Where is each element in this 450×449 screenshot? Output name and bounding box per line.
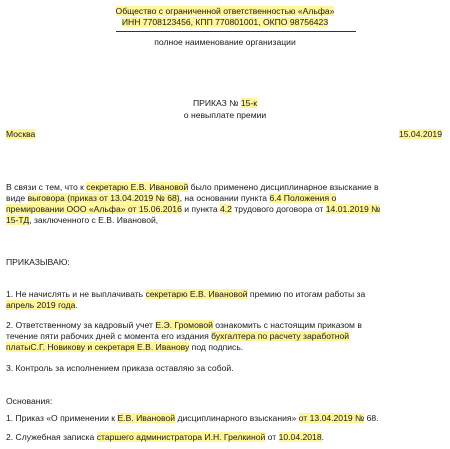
item-2: 2. Ответственному за кадровый учет Е.Э. Громовой ознакомить с настоящим приказом в течение пяти рабочих дней с момента его издания бухгалтера по расчету заработной платыС.Г. Новикову и секретаря Е.В. Иванову под подпись. xyxy=(6,320,362,352)
org-underline xyxy=(116,31,356,32)
org-requisites: ИНН 7708123456, КПП 770801001, ОКПО 98756423 xyxy=(121,17,329,27)
order-date: 15.04.2019 xyxy=(398,129,442,139)
order-city: Москва xyxy=(6,129,36,139)
item-1: 1. Не начислять и не выплачивать секретарю Е.В. Ивановой премию по итогам работы за апрель 2019 года. xyxy=(6,289,366,310)
intro-paragraph: В связи с тем, что к секретарю Е.В. Ивановой было применено дисциплинарное взыскание в виде выговора (приказ от 13.04.2019 № 68), на основании пункта 6.4 Положения о премировании ООО «Альфа» от 15.06.2016 и пункта 4.2 трудового договора от 14.01.2019 № 15-ТД, заключенного с Е.В. Ивановой, xyxy=(6,182,381,225)
order-subtitle: о невыплате премии xyxy=(183,110,267,120)
org-full-name: Общество с ограниченной ответственностью «Альфа» xyxy=(115,6,335,16)
order-title xyxy=(0,98,450,109)
grounds-label: Основания: xyxy=(6,396,53,406)
order-word: ПРИКАЗЫВАЮ: xyxy=(6,257,70,267)
item-3: 3. Контроль за исполнением приказа оставляю за собой. xyxy=(6,363,234,373)
order-number: 15-к xyxy=(240,98,258,108)
org-caption: полное наименование организации xyxy=(154,37,296,47)
ground-2: 2. Служебная записка старшего администратора И.Н. Грелкиной от 10.04.2018. xyxy=(6,432,324,442)
organization-name xyxy=(0,6,450,28)
order-title-prefix: ПРИКАЗ № xyxy=(192,98,241,108)
ground-1: 1. Приказ «О применении к Е.В. Ивановой дисциплинарного взыскания» от 13.04.2019 № 68. xyxy=(6,413,379,423)
